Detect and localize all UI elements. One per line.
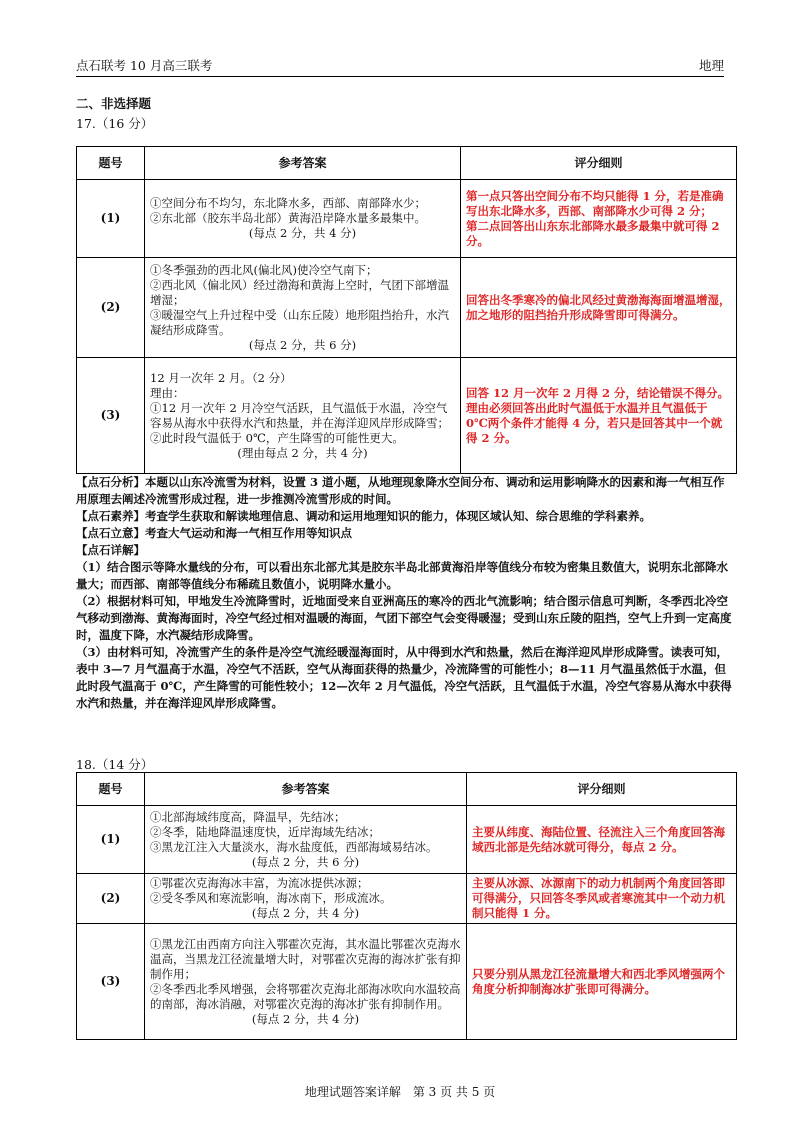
table-row (77, 180, 737, 258)
table-row (77, 874, 737, 924)
score-note: (每点 2 分，共 6 分) (251, 854, 360, 869)
row-rule (461, 180, 737, 258)
row-rule (461, 358, 737, 474)
rule-line: 主要从冰源、冰源南下的动力机制两个角度回答即可得满分，只回答冬季风或者寒流其中一个动力机制只能得 1 分。 (472, 876, 725, 920)
row-answer (145, 180, 461, 258)
col-header-answer: 参考答案 (145, 147, 461, 180)
rule-line: 主要从纬度、海陆位置、径流注入三个角度回答海域西北部是先结冰就可得分，每点 2 分。 (472, 824, 725, 854)
row-num: (1) (77, 806, 145, 874)
rule-line: 只要分别从黑龙江径流量增大和西北季风增强两个角度分析抑制海冰扩张即可得满分。 (472, 966, 725, 996)
row-num: (3) (77, 924, 145, 1040)
score-note: (每点 2 分，共 4 分) (248, 226, 357, 240)
row-num: (3) (77, 358, 145, 474)
rule-line: 理由必须回答出此时气温低于水温并且气温低于 0℃两个条件才能得 4 分，若只是回答其中一个就得 2 分。 (466, 400, 723, 445)
answer-line: ②此时段气温低于 0℃，产生降雪的可能性更大。 (150, 430, 404, 445)
answer-line: ③暖湿空气上升过程中受（山东丘陵）地形阻挡抬升，水汽凝结形成降雪。 (150, 307, 449, 337)
exam-name: 点石联考 10 月高三联考 (76, 58, 213, 73)
answer-line: ①北部海域纬度高，降温早，先结冰； (150, 809, 346, 824)
q17-title: 17.（16 分） (76, 116, 154, 131)
answer-line: ①黑龙江由西南方向注入鄂霍次克海，其水温比鄂霍次克海水温高，当黑龙江径流量增大时，对鄂霍次克海的海冰扩张有抑制作用； (150, 936, 461, 981)
row-answer (145, 806, 467, 874)
answer-line: ①冬季强劲的西北风(偏北风)使冷空气南下； (150, 262, 378, 277)
rule-line: 第一点只答出空间分布不均只能得 1 分，若是准确写出东北降水多，西部、南部降水少可得 2 分； (466, 188, 724, 218)
answer-line: ②冬季西北季风增强，会将鄂霍次克海北部海冰吹向水温较高的南部，海冰消融，对鄂霍次克海的海冰扩张有抑制作用。 (150, 981, 461, 1011)
row-rule (461, 258, 737, 358)
row-rule (467, 874, 737, 924)
analysis-p1: （1）结合图示等降水量线的分布，可以看出东北部尤其是胶东半岛北部黄海沿岸等值线分布较为密集且数值大，说明东北部降水量大；而西部、南部等值线分布稀疏且数值小，说明降水量小。 (76, 560, 728, 591)
col-header-num: 题号 (77, 773, 145, 806)
answer-line: ①鄂霍次克海海冰丰富，为流冰提供冰源； (150, 876, 369, 890)
col-header-num: 题号 (77, 147, 145, 180)
score-note: (每点 2 分，共 6 分) (248, 337, 357, 352)
col-header-rule: 评分细则 (467, 773, 737, 806)
row-answer (145, 358, 461, 474)
score-note: (每点 2 分，共 4 分) (251, 1011, 360, 1026)
row-num: (2) (77, 258, 145, 358)
analysis-fenxi: 【点石分析】本题以山东冷流雪为材料，设置 3 道小题，从地理现象降水空间分布、调动和运用影响降水的因素和海一气相互作用原理去阐述冷流雪形成过程，进一步推测冷流雪形成的时间。 (76, 475, 725, 506)
q17-analysis (76, 474, 732, 712)
table-row (77, 924, 737, 1040)
answer-line: ②冬季，陆地降温速度快，近岸海域先结冰； (150, 824, 380, 839)
row-rule (467, 924, 737, 1040)
page-footer: 地理试题答案详解 第 3 页 共 5 页 (304, 1085, 496, 1099)
section-title: 二、非选择题 (76, 96, 152, 111)
col-header-answer: 参考答案 (145, 773, 467, 806)
rule-line: 回答出冬季寒冷的偏北风经过黄渤海海面增温增湿，加之地形的阻挡抬升形成降雪即可得满分。 (466, 292, 731, 322)
row-rule (467, 806, 737, 874)
q18-title: 18.（14 分） (76, 757, 154, 772)
q17-answer-table (76, 146, 737, 474)
analysis-xiangjie-title: 【点石详解】 (76, 543, 145, 557)
row-answer (145, 924, 467, 1040)
col-header-rule: 评分细则 (461, 147, 737, 180)
score-note: (理由每点 2 分，共 4 分) (237, 445, 368, 460)
subject-name: 地理 (698, 58, 724, 73)
row-answer (145, 258, 461, 358)
rule-line: 第二点回答出山东东北部降水最多最集中就可得 2 分。 (466, 218, 720, 248)
analysis-p2: （2）根据材料可知，甲地发生冷流降雪时，近地面受来自亚洲高压的寒冷的西北气流影响；结合图示信息可判断，冬季西北冷空气移动到渤海、黄海海面时，冷空气经过相对温暖的海面，气团下部空气会变得暖湿；受到山东丘陵的阻挡，空气上升到一定高度时，温度下降，水汽凝结形成降雪。 (76, 594, 732, 642)
table-row (77, 258, 737, 358)
table-header-row (77, 773, 737, 806)
table-header-row (77, 147, 737, 180)
q18-answer-table (76, 772, 737, 1040)
answer-line: ②东北部（胶东半岛北部）黄海沿岸降水量多最集中。 (150, 211, 426, 225)
table-row (77, 358, 737, 474)
analysis-p3: （3）由材料可知，冷流雪产生的条件是冷空气流经暖湿海面时，从中得到水汽和热量，然后在海洋迎风岸形成降雪。读表可知，表中 3—7 月气温高于水温，冷空气不活跃，空气从海面获得的热量少，冷流降雪的可能性小；8—11 月气温虽然低于水温，但此时段气温高于 0℃，产生降雪的可能性较小；12—次年 2 月气温低，冷空气活跃，且气温低于水温，冷空气容易从海水中获得水汽和热量，并在海洋迎风岸形成降雪。 (76, 645, 732, 710)
rule-line: 回答 12 月一次年 2 月得 2 分，结论错误不得分。 (466, 385, 730, 400)
answer-line: ①空间分布不均匀，东北降水多，西部、南部降水少； (150, 196, 426, 210)
answer-line: ②受冬季风和寒流影响，海冰南下，形成流冰。 (150, 891, 392, 905)
analysis-suyang: 【点石素养】考查学生获取和解读地理信息、调动和运用地理知识的能力，体现区域认知、综合思维的学科素养。 (76, 509, 651, 523)
answer-line: ②西北风（偏北风）经过渤海和黄海上空时，气团下部增温增湿； (150, 277, 449, 307)
table-row (77, 806, 737, 874)
row-answer (145, 874, 467, 924)
score-note: (每点 2 分，共 4 分) (251, 906, 360, 920)
answer-line: ③黑龙江注入大量淡水，海水盐度低，西部海域易结冰。 (150, 839, 438, 854)
page-header (76, 56, 724, 77)
row-num: (2) (77, 874, 145, 924)
analysis-lixiang: 【点石立意】考查大气运动和海一气相互作用等知识点 (76, 526, 352, 540)
row-num: (1) (77, 180, 145, 258)
answer-line: 理由： (150, 385, 185, 400)
answer-line: ①12 月一次年 2 月冷空气活跃，且气温低于水温，冷空气容易从海水中获得水汽和热量，并在海洋迎风岸形成降雪； (150, 400, 449, 430)
answer-line: 12 月一次年 2 月。（2 分） (150, 370, 292, 385)
